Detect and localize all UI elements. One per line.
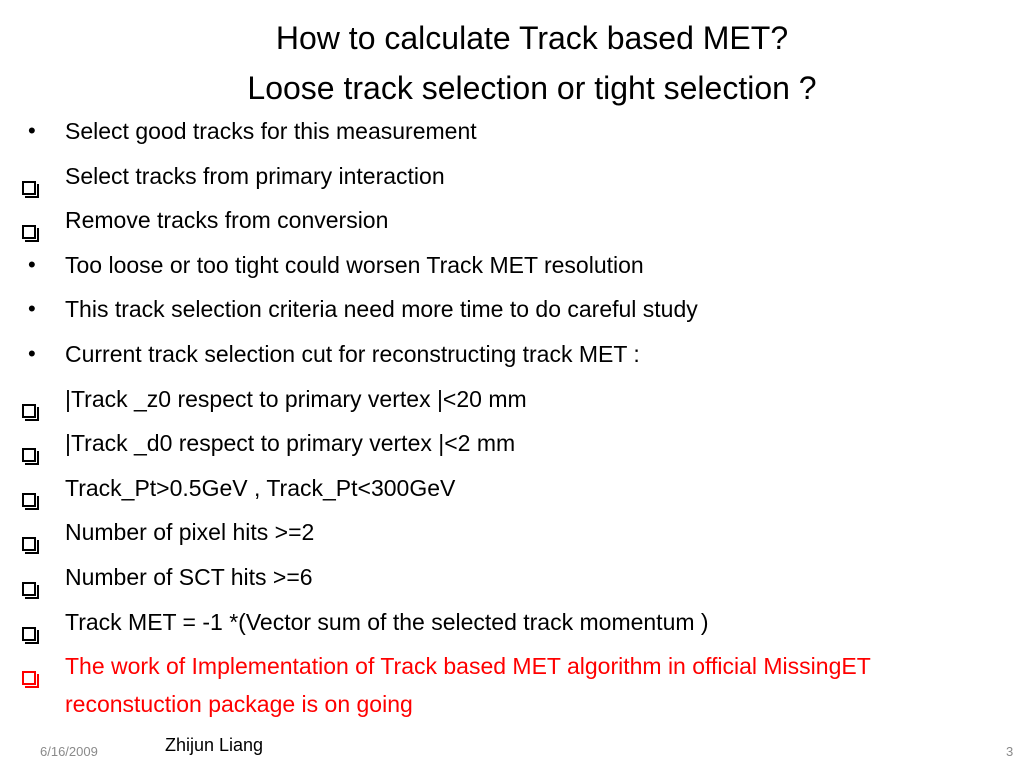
list-item [0,380,1024,425]
checkbox-square-icon [22,603,44,641]
checkbox-square-icon [22,380,44,418]
list-item [0,335,1024,380]
list-item-text: Number of SCT hits >=6 [65,563,313,590]
list-item [0,558,1024,603]
footer-date: 6/16/2009 [40,744,98,759]
checkbox-square-icon [22,469,44,507]
list-item-text: The work of Implementation of Track based MET algorithm in official MissingET reconstuction package is on going [65,653,871,718]
list-item [0,513,1024,558]
slide-title-line-1: How to calculate Track based MET? [275,20,789,56]
bullet-icon: • [28,296,36,322]
checkbox-square-icon [22,558,44,596]
list-item-text: |Track _d0 respect to primary vertex |<2 mm [65,430,516,457]
list-item [0,246,1024,291]
bullet-list [0,112,1024,731]
bullet-icon: • [28,118,36,143]
list-item-text: Select good tracks for this measurement [65,118,477,144]
footer-author: Zhijun Liang [165,735,264,755]
checkbox-square-icon [22,157,44,195]
checkbox-square-icon [22,647,44,685]
checkbox-square-icon [22,424,44,462]
list-item-text: Remove tracks from conversion [65,207,389,234]
slide-title-line-2: Loose track selection or tight selection ? [247,70,817,106]
list-item-text: Number of pixel hits >=2 [65,519,315,546]
list-item-text: Current track selection cut for reconstructing track MET : [65,340,640,367]
list-item-highlighted [0,647,1024,731]
list-item [0,424,1024,469]
slide-number: 3 [1006,744,1014,759]
list-item [0,157,1024,202]
list-item-text: This track selection criteria need more time to do careful study [65,296,698,323]
list-item [0,201,1024,246]
checkbox-square-icon [22,201,44,239]
list-item-text: Track MET = -1 *(Vector sum of the selected track momentum ) [65,608,709,635]
list-item [0,290,1024,335]
list-item [0,112,1024,157]
bullet-icon: • [28,251,36,277]
bullet-icon: • [28,340,36,366]
list-item [0,603,1024,648]
list-item [0,469,1024,514]
checkbox-square-icon [22,513,44,551]
list-item-text: |Track _z0 respect to primary vertex |<20 mm [65,385,527,412]
list-item-text: Too loose or too tight could worsen Track MET resolution [65,251,644,278]
list-item-text: Track_Pt>0.5GeV , Track_Pt<300GeV [65,474,456,501]
list-item-text: Select tracks from primary interaction [65,162,445,189]
